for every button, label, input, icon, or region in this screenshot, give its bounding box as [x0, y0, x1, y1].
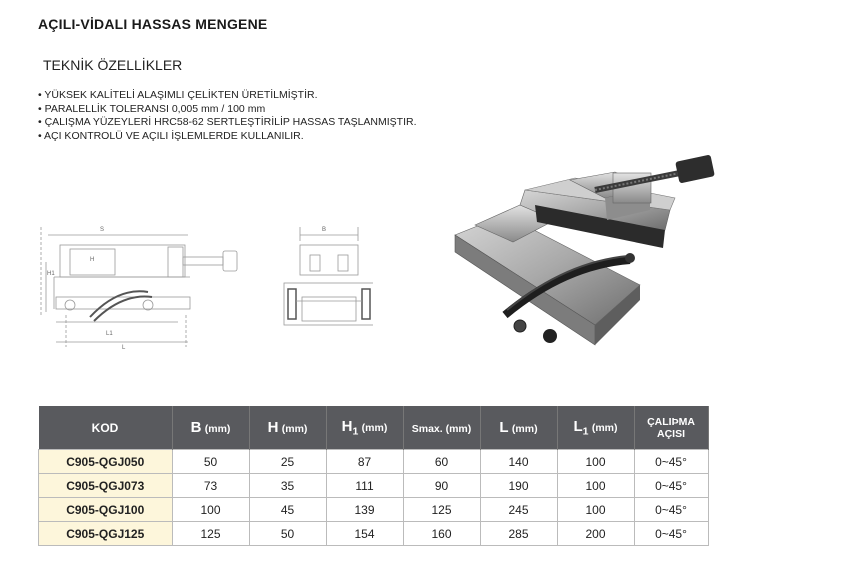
technical-drawing [38, 217, 373, 357]
cell-l1: 100 [557, 474, 634, 498]
front-view-drawing [284, 227, 373, 325]
cell-angle: 0~45° [634, 498, 708, 522]
cell-l: 285 [480, 522, 557, 546]
header-kod: KOD [39, 406, 173, 450]
table-row [39, 498, 709, 522]
feature-item: • PARALELLİK TOLERANSI 0,005 mm / 100 mm [38, 103, 417, 117]
dim-label-h1: H1 [47, 271, 55, 277]
page-title: AÇILI-VİDALI HASSAS MENGENE [38, 16, 268, 32]
header-b: B (mm) [172, 406, 249, 450]
cell-l: 140 [480, 450, 557, 474]
cell-h: 25 [249, 450, 326, 474]
cell-l: 245 [480, 498, 557, 522]
cell-kod: C905-QGJ073 [39, 474, 173, 498]
cell-h1: 111 [326, 474, 403, 498]
cell-h: 45 [249, 498, 326, 522]
cell-smax: 60 [403, 450, 480, 474]
header-smax: Smax. (mm) [403, 406, 480, 450]
feature-list [38, 89, 417, 143]
cell-h1: 87 [326, 450, 403, 474]
dim-label-b: B [322, 227, 327, 233]
header-angle: ÇALIÞMA AÇISI [634, 406, 708, 450]
cell-h: 50 [249, 522, 326, 546]
table-row [39, 474, 709, 498]
header-l: L (mm) [480, 406, 557, 450]
cell-smax: 160 [403, 522, 480, 546]
feature-item: • YÜKSEK KALİTELİ ALAŞIMLI ÇELİKTEN ÜRETİLMİŞTİR. [38, 89, 417, 103]
table-header-row [39, 406, 709, 450]
header-h: H (mm) [249, 406, 326, 450]
dim-label-h: H [90, 257, 95, 263]
table-row [39, 522, 709, 546]
dim-label-s: S [100, 227, 105, 233]
header-l1: $L_1$ (mm) [557, 406, 634, 450]
cell-kod: C905-QGJ050 [39, 450, 173, 474]
cell-angle: 0~45° [634, 474, 708, 498]
cell-kod: C905-QGJ100 [39, 498, 173, 522]
cell-l1: 100 [557, 450, 634, 474]
cell-smax: 125 [403, 498, 480, 522]
cell-angle: 0~45° [634, 450, 708, 474]
cell-smax: 90 [403, 474, 480, 498]
cell-b: 125 [172, 522, 249, 546]
cell-l: 190 [480, 474, 557, 498]
cell-b: 100 [172, 498, 249, 522]
cell-b: 50 [172, 450, 249, 474]
header-h1: $H_1$ (mm) [326, 406, 403, 450]
cell-h1: 139 [326, 498, 403, 522]
cell-h: 35 [249, 474, 326, 498]
spec-table [38, 406, 709, 546]
feature-item: • ÇALIŞMA YÜZEYLERİ HRC58-62 SERTLEŞTİRİLİP HASSAS TAŞLANMIŞTIR. [38, 116, 417, 130]
dim-label-l1: L1 [106, 331, 113, 337]
cell-h1: 154 [326, 522, 403, 546]
cell-l1: 100 [557, 498, 634, 522]
handle-knob [675, 154, 715, 183]
cell-b: 73 [172, 474, 249, 498]
cell-kod: C905-QGJ125 [39, 522, 173, 546]
cell-angle: 0~45° [634, 522, 708, 546]
dim-label-l: L [122, 345, 126, 351]
feature-item: • AÇI KONTROLÜ VE AÇILI İŞLEMLERDE KULLANILIR. [38, 130, 417, 144]
section-subtitle: TEKNİK ÖZELLİKLER [43, 57, 183, 73]
side-view-drawing [41, 227, 237, 347]
table-row [39, 450, 709, 474]
cell-l1: 200 [557, 522, 634, 546]
product-photo [445, 150, 720, 360]
